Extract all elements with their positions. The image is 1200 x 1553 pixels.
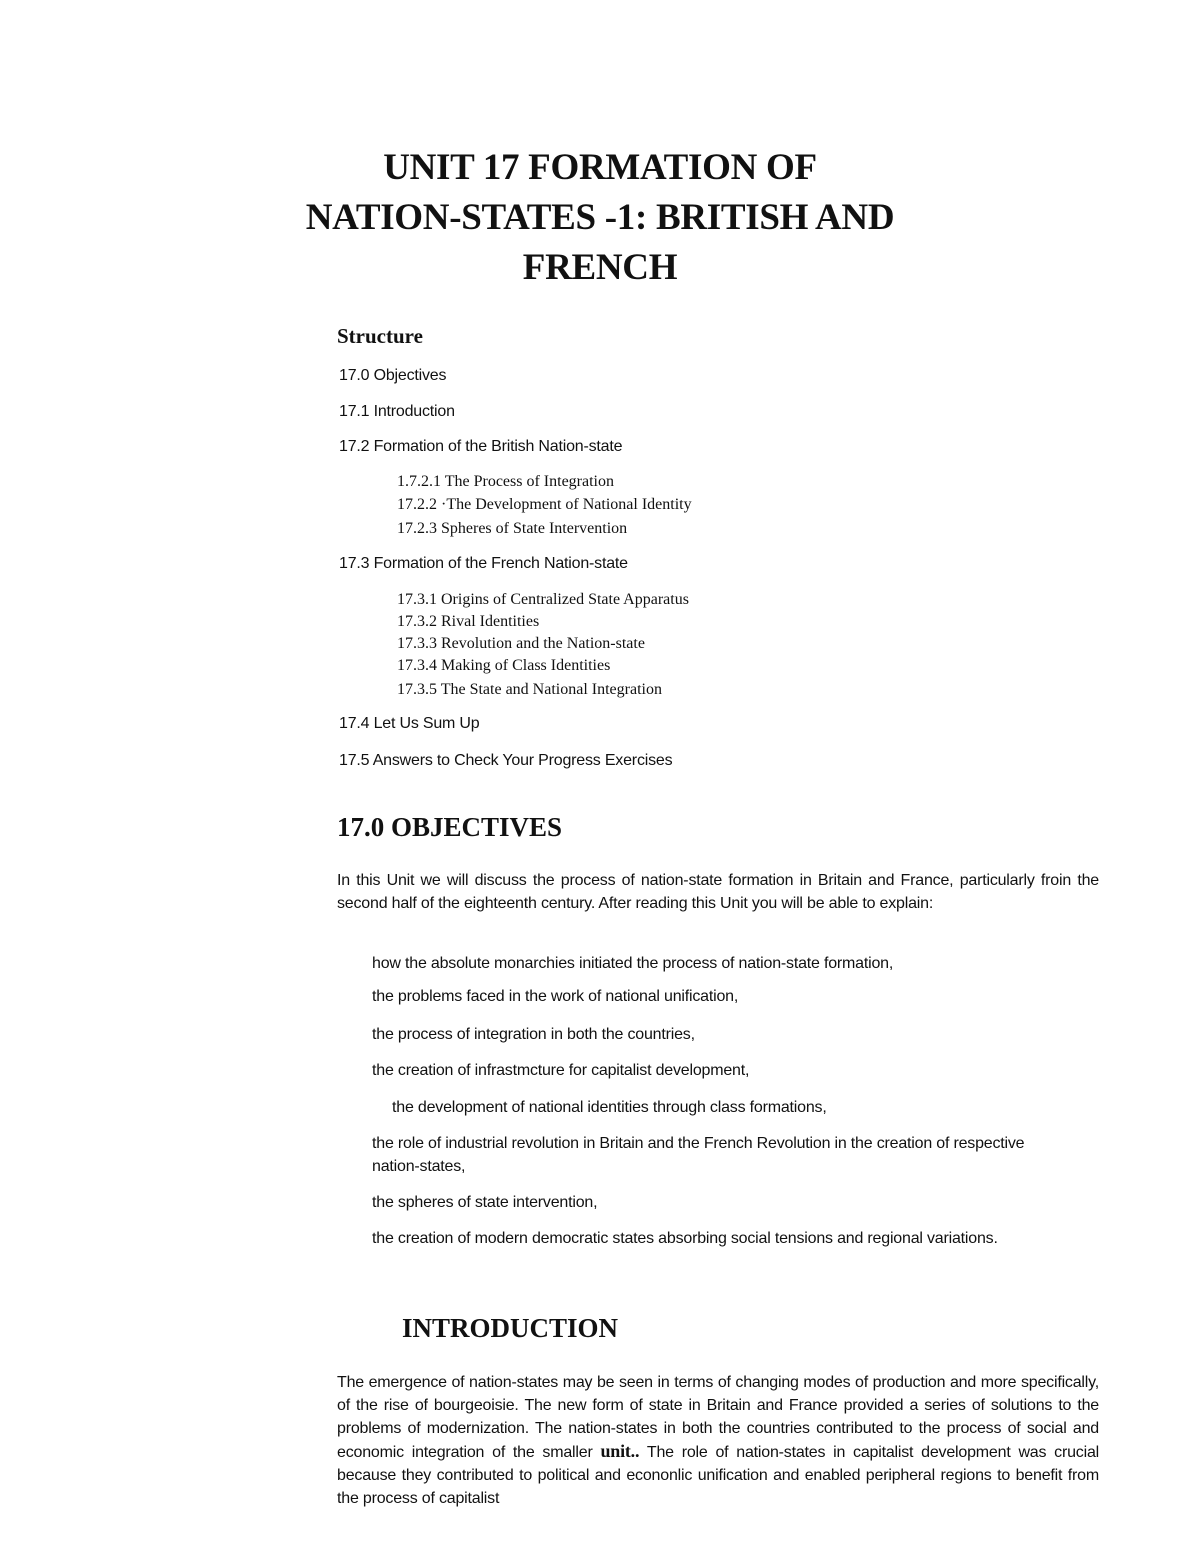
introduction-paragraph	[337, 1371, 1099, 1510]
introduction-text-end: The role of nation-states in capitalist development was crucial because they contributed to political and econonlic unification and enabled peripheral regions to benefit from the process of capitalist	[337, 1444, 1099, 1507]
toc-subitem-class-identities: 17.3.4 Making of Class Identities	[397, 657, 611, 674]
toc-subitem-process-of-integration: 1.7.2.1 The Process of Integration	[397, 473, 614, 490]
structure-heading: Structure	[337, 324, 423, 348]
toc-subitem-centralized-state: 17.3.1 Origins of Centralized State Apparatus	[397, 591, 689, 608]
objective-item: the role of industrial revolution in Britain and the French Revolution in the creation of respective nation-states,	[372, 1135, 1025, 1175]
toc-subitem-revolution: 17.3.3 Revolution and the Nation-state	[397, 635, 645, 652]
unit-title-line-1: UNIT 17 FORMATION OF	[383, 147, 817, 188]
toc-subitem-state-intervention: 17.2.3 Spheres of State Intervention	[397, 520, 628, 537]
toc-item-french-nation-state: 17.3 Formation of the French Nation-state	[339, 555, 628, 572]
objective-item: the creation of modern democratic states absorbing social tensions and regional variations.	[372, 1230, 998, 1247]
objectives-heading: 17.0 OBJECTIVES	[337, 812, 563, 842]
objective-item: the creation of infrastmcture for capitalist development,	[372, 1062, 750, 1079]
toc-item-answers: 17.5 Answers to Check Your Progress Exercises	[339, 752, 673, 769]
toc-item-sum-up: 17.4 Let Us Sum Up	[339, 715, 480, 732]
toc-subitem-national-identity: 17.2.2 ·The Development of National Identity	[397, 496, 692, 513]
toc-subitem-national-integration: 17.3.5 The State and National Integration	[397, 681, 662, 698]
objective-item: the process of integration in both the countries,	[372, 1026, 695, 1043]
introduction-bold-word: unit..	[600, 1441, 640, 1461]
toc-subitem-rival-identities: 17.3.2 Rival Identities	[397, 613, 540, 630]
unit-title-line-2: NATION-STATES -1: BRITISH AND	[305, 197, 895, 238]
toc-item-british-nation-state: 17.2 Formation of the British Nation-state	[339, 438, 623, 455]
introduction-heading: INTRODUCTION	[402, 1313, 619, 1343]
toc-item-objectives: 17.0 Objectives	[339, 367, 447, 384]
objective-item: how the absolute monarchies initiated the process of nation-state formation,	[372, 955, 894, 972]
toc-item-introduction: 17.1 Introduction	[339, 403, 455, 420]
objective-item: the development of national identities through class formations,	[392, 1099, 827, 1116]
unit-title-line-3: FRENCH	[522, 247, 678, 288]
objective-item: the problems faced in the work of national unification,	[372, 988, 739, 1005]
introduction-text-start: The emergence of nation-states may be seen in terms of changing modes of production and more specifically, of the rise of bourgeoisie. The new form of state in Britain and France provided a series of solutions to the problems of modernization. The nation-states in both the countries contributed to the process of social and economic integration of the smaller	[337, 1374, 1099, 1461]
unit-title	[300, 143, 900, 293]
objectives-intro: In this Unit we will discuss the process of nation-state formation in Britain and France, particularly froin the second half of the eighteenth century. After reading this Unit you will be able to explain:	[337, 872, 1099, 912]
objective-item: the spheres of state intervention,	[372, 1194, 598, 1211]
